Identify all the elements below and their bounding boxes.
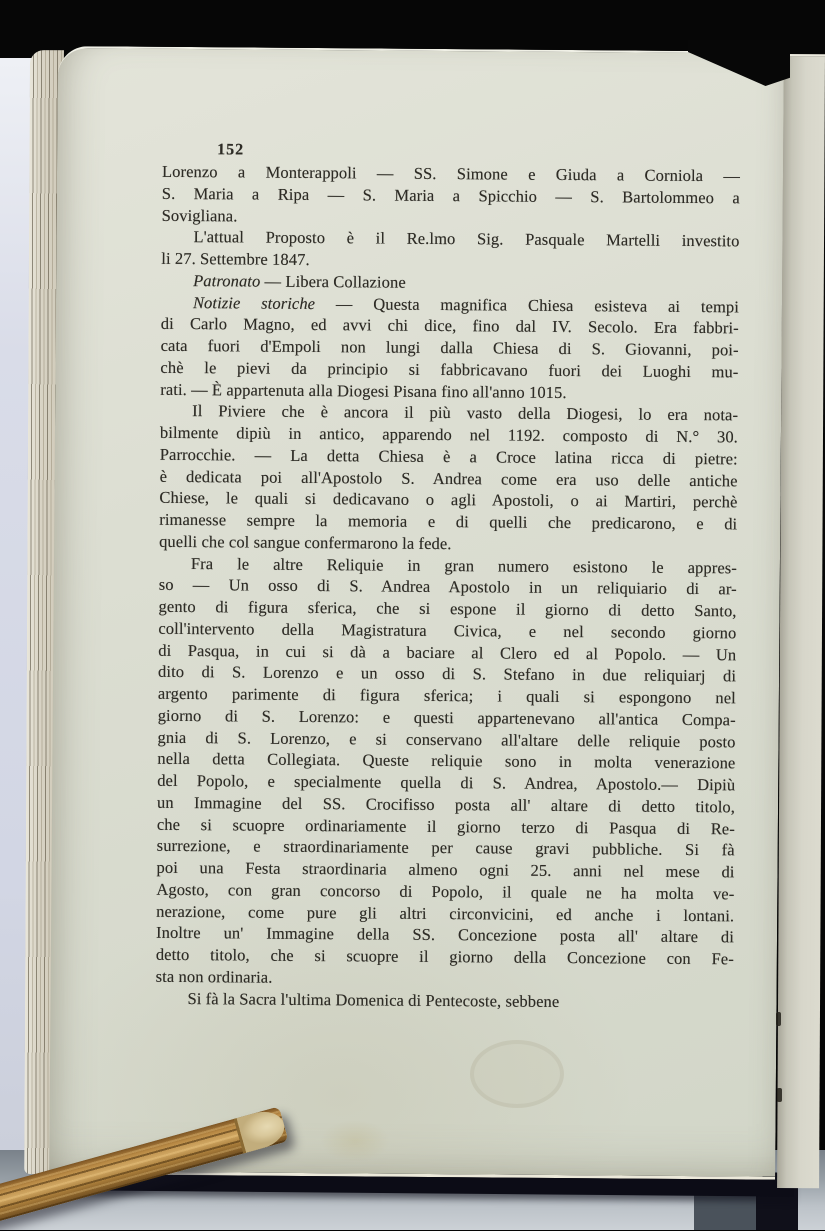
text-line: di Pasqua, in cui si dà a baciare al Clero ed al Popolo. — Un — [158, 640, 737, 664]
text-line: Inoltre un' Immagine della SS. Concezione posta all' altare di — [155, 923, 735, 947]
text-line: giorno di S. Lorenzo: e questi appartenevano all'antica Compa- — [157, 705, 736, 730]
text-line: Si fà la Sacra l'ultima Domenica di Pentecoste, sebbene — [187, 988, 560, 1011]
text-line: cata fuori d'Empoli non lungi dalla Chiesa di S. Giovanni, poi- — [160, 335, 739, 360]
text-line: surrezione, e straordinariamente per cause gravi pubbliche. Si fà — [156, 836, 735, 860]
text-line: del Popolo, e specialmente quella di S. Andrea, Apostolo.— Dipiù — [157, 770, 736, 795]
text-line: coll'intervento della Magistratura Civica, e nel secondo giorno — [158, 618, 737, 643]
text-line: gnia di S. Lorenzo, e si conservano all'altare delle reliquie posto — [157, 727, 736, 751]
text-line: Il Piviere che è ancora il più vasto della Diogesi, lo era nota- — [192, 401, 739, 425]
text-line: argento parimente di figura sferica; i quali si espongono nel — [157, 683, 736, 708]
text-line: rati. — È appartenuta alla Diogesi Pisana fino all'anno 1015. — [160, 379, 567, 402]
text-line: sta non ordinaria. — [155, 966, 273, 987]
text-line: poi una Festa straordinaria almeno ogni 25. anni nel mese di — [156, 857, 735, 882]
text-line: di Carlo Magno, ed avvi chi dice, fino dal IV. Secolo. Era fabbri- — [160, 314, 739, 338]
binding-stitch — [776, 1012, 781, 1026]
text-line: Lorenzo a Monterappoli — SS. Simone e Giuda a Corniola — — [161, 161, 741, 186]
book-page — [49, 46, 784, 1180]
text-line: S. Maria a Ripa — S. Maria a Spicchio — S. Bartolommeo a — [161, 183, 740, 208]
text-line: bilmente dipiù in antico, apparendo nel 1192. composto di N.° 30. — [159, 422, 739, 447]
text-line: chè le pievi da principio si fabbricavano fuori dei Luoghi mu- — [160, 357, 739, 382]
page-number: 152 — [217, 141, 245, 159]
text-line: Fra le altre Reliquie in gran numero esistono le appres- — [190, 553, 738, 577]
text-line: è dedicata poi all'Apostolo S. Andrea come era uso delle antiche — [159, 466, 738, 490]
text-line: che si scuopre ordinariamente il giorno terzo di Pasqua di Re- — [156, 814, 735, 838]
text-line: Patronato — Libera Collazione — [193, 270, 406, 292]
text-line: nella detta Collegiata. Queste reliquie sono in molta venerazione — [157, 749, 736, 773]
text-line: so — Un osso di S. Andrea Apostolo in un reliquiario di ar- — [158, 575, 737, 599]
text-block — [155, 139, 740, 1014]
text-line: nerazione, come pure gli altri circonvicini, ed anche i lontani. — [156, 901, 735, 925]
text-line: detto titolo, che si scuopre il giorno della Concezione con Fe- — [155, 944, 734, 969]
text-line: un Immagine del SS. Crocifisso posta all' altare di detto titolo, — [156, 792, 736, 817]
text-line: L'attual Proposto è il Re.lmo Sig. Pasquale Martelli investito — [193, 227, 740, 251]
text-line: Chiese, le quali si dedicavano o agli Apostoli, o ai Martiri, perchè — [159, 488, 738, 512]
text-line: Notizie storiche — Questa magnifica Chiesa esisteva ai tempi — [192, 292, 740, 316]
text-line: Parrocchie. — La detta Chiesa è a Croce latina ricca di pietre: — [159, 444, 738, 469]
text-line: Agosto, con gran concorso di Popolo, il quale ne ha molta ve- — [156, 879, 735, 904]
text-line: gento di figura sferica, che si espone il giorno di detto Santo, — [158, 596, 737, 621]
facing-page-sliver — [777, 54, 825, 1188]
text-line: dito di S. Lorenzo e un osso di S. Stefano in due reliquiarj di — [158, 662, 737, 686]
text-line: li 27. Settembre 1847. — [161, 248, 310, 269]
binding-stitch — [777, 1088, 782, 1102]
text-line: quelli che col sangue confermarono la fede. — [159, 531, 452, 553]
text-line: Sovigliana. — [161, 205, 238, 225]
text-line: rimanesse sempre la memoria e di quelli che predicarono, e di — [159, 509, 738, 534]
